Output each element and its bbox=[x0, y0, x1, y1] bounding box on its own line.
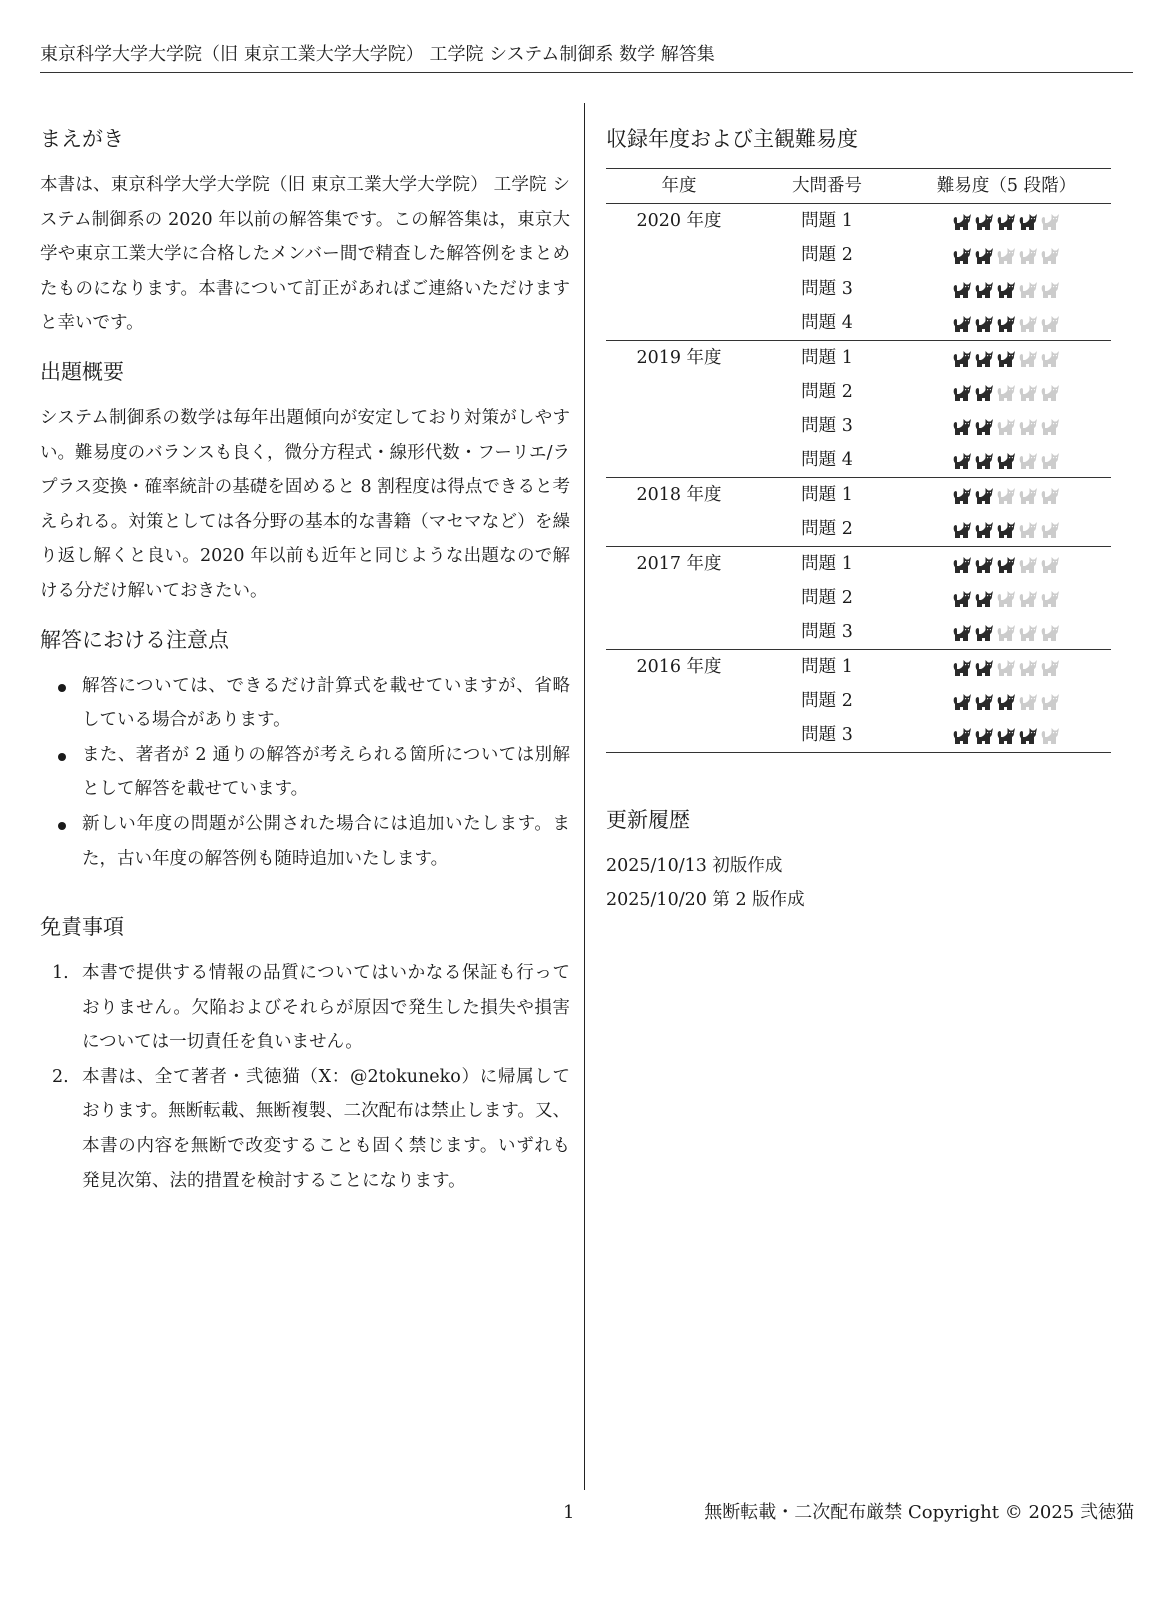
question-cell: 問題 4 bbox=[801, 450, 853, 470]
cat-icon-empty bbox=[1019, 556, 1039, 574]
cat-icon-empty bbox=[1019, 315, 1039, 333]
cat-icon-empty bbox=[1041, 213, 1061, 231]
rating-3-of-5 bbox=[953, 556, 1061, 574]
cat-icon-filled bbox=[975, 384, 995, 402]
difficulty-table bbox=[606, 168, 1111, 753]
cat-icon-filled bbox=[997, 213, 1017, 231]
rating-4-of-5 bbox=[953, 727, 1061, 745]
difficulty-cell bbox=[902, 512, 1111, 547]
disclaimer-heading: 免責事項 bbox=[40, 915, 124, 940]
difficulty-cell bbox=[902, 238, 1111, 272]
cat-icon-empty bbox=[1041, 350, 1061, 368]
cat-icon-empty bbox=[997, 624, 1017, 642]
table-row bbox=[606, 547, 1111, 582]
year-cell bbox=[606, 684, 752, 718]
cat-icon-filled bbox=[975, 556, 995, 574]
year-group bbox=[606, 341, 1111, 478]
difficulty-cell bbox=[902, 581, 1111, 615]
cat-icon-filled bbox=[975, 659, 995, 677]
difficulty-cell bbox=[902, 409, 1111, 443]
rating-3-of-5 bbox=[953, 693, 1061, 711]
cat-icon-filled bbox=[953, 350, 973, 368]
question-cell: 問題 1 bbox=[801, 657, 853, 677]
bullet-icon bbox=[58, 684, 66, 692]
notes-section bbox=[40, 625, 570, 877]
list-number: 2. bbox=[52, 1066, 69, 1087]
difficulty-cell bbox=[902, 684, 1111, 718]
cat-icon-filled bbox=[997, 315, 1017, 333]
year-cell: 2018 年度 bbox=[636, 485, 722, 505]
disclaimer-list bbox=[40, 956, 570, 1198]
page-footer bbox=[0, 1498, 1166, 1528]
rating-2-of-5 bbox=[953, 487, 1061, 505]
year-cell bbox=[606, 272, 752, 306]
cat-icon-filled bbox=[975, 727, 995, 745]
column-header-year: 年度 bbox=[661, 176, 697, 196]
table-row bbox=[606, 409, 1111, 443]
rating-2-of-5 bbox=[953, 624, 1061, 642]
difficulty-cell bbox=[902, 547, 1111, 582]
table-row bbox=[606, 375, 1111, 409]
cat-icon-filled bbox=[975, 281, 995, 299]
list-number: 1. bbox=[52, 963, 69, 984]
difficulty-cell bbox=[902, 375, 1111, 409]
cat-icon-filled bbox=[953, 315, 973, 333]
difficulty-cell bbox=[902, 650, 1111, 685]
cat-icon-empty bbox=[1041, 521, 1061, 539]
difficulty-cell bbox=[902, 306, 1111, 341]
history-entry: 2025/10/20 第 2 版作成 bbox=[606, 890, 805, 910]
cat-icon-empty bbox=[1019, 521, 1039, 539]
year-cell: 2019 年度 bbox=[636, 348, 722, 368]
cat-icon-empty bbox=[1019, 281, 1039, 299]
list-item: また、著者が 2 通りの解答が考えられる箇所については別解として解答を載せています。 bbox=[40, 738, 570, 807]
cat-icon-filled bbox=[975, 624, 995, 642]
cat-icon-filled bbox=[975, 247, 995, 265]
year-group bbox=[606, 547, 1111, 650]
table-row bbox=[606, 650, 1111, 685]
table-row bbox=[606, 581, 1111, 615]
cat-icon-filled bbox=[997, 521, 1017, 539]
column-divider bbox=[584, 103, 585, 1490]
year-cell: 2016 年度 bbox=[636, 657, 722, 677]
cat-icon-filled bbox=[1019, 213, 1039, 231]
cat-icon-empty bbox=[1041, 281, 1061, 299]
cat-icon-filled bbox=[953, 247, 973, 265]
cat-icon-empty bbox=[1041, 727, 1061, 745]
rating-2-of-5 bbox=[953, 247, 1061, 265]
cat-icon-empty bbox=[997, 384, 1017, 402]
list-item: 解答については、できるだけ計算式を載せていますが、省略している場合があります。 bbox=[40, 669, 570, 738]
table-header-row bbox=[606, 169, 1111, 204]
cat-icon-filled bbox=[975, 487, 995, 505]
cat-icon-filled bbox=[953, 452, 973, 470]
cat-icon-filled bbox=[997, 556, 1017, 574]
year-group bbox=[606, 204, 1111, 341]
copyright-notice: 無断転載・二次配布厳禁 Copyright © 2025 弐徳猫 bbox=[704, 1502, 1134, 1523]
cat-icon-filled bbox=[975, 452, 995, 470]
cat-icon-filled bbox=[953, 384, 973, 402]
rating-3-of-5 bbox=[953, 521, 1061, 539]
year-cell bbox=[606, 581, 752, 615]
cat-icon-empty bbox=[1041, 384, 1061, 402]
cat-icon-filled bbox=[953, 693, 973, 711]
page-number: 1 bbox=[563, 1502, 575, 1523]
rating-3-of-5 bbox=[953, 350, 1061, 368]
cat-icon-empty bbox=[1041, 315, 1061, 333]
cat-icon-filled bbox=[975, 315, 995, 333]
cat-icon-filled bbox=[953, 590, 973, 608]
table-row bbox=[606, 512, 1111, 547]
table-row bbox=[606, 341, 1111, 376]
difficulty-cell bbox=[902, 443, 1111, 478]
history-entry: 2025/10/13 初版作成 bbox=[606, 856, 783, 876]
cat-icon-filled bbox=[997, 452, 1017, 470]
question-cell: 問題 1 bbox=[801, 485, 853, 505]
cat-icon-empty bbox=[1019, 590, 1039, 608]
question-cell: 問題 3 bbox=[801, 416, 853, 436]
rating-2-of-5 bbox=[953, 590, 1061, 608]
table-row bbox=[606, 238, 1111, 272]
cat-icon-filled bbox=[997, 727, 1017, 745]
cat-icon-empty bbox=[1041, 556, 1061, 574]
question-cell: 問題 2 bbox=[801, 245, 853, 265]
list-item: 2. 本書は、全て著者・弐徳猫（X：@2tokuneko）に帰属しております。無断転載、無断複製、二次配布は禁止します。又、本書の内容を無断で改変することも固く禁じます。いずれも発見次第、法的措置を検討することになります。 bbox=[40, 1060, 570, 1198]
rating-4-of-5 bbox=[953, 213, 1061, 231]
cat-icon-filled bbox=[953, 281, 973, 299]
question-cell: 問題 1 bbox=[801, 348, 853, 368]
year-group bbox=[606, 650, 1111, 753]
cat-icon-empty bbox=[1019, 418, 1039, 436]
rating-2-of-5 bbox=[953, 659, 1061, 677]
table-row bbox=[606, 718, 1111, 753]
cat-icon-filled bbox=[953, 624, 973, 642]
list-item: 1. 本書で提供する情報の品質についてはいかなる保証も行っておりません。欠陥およびそれらが原因で発生した損失や損害については一切責任を負いません。 bbox=[40, 956, 570, 1060]
cat-icon-empty bbox=[1019, 452, 1039, 470]
difficulty-cell bbox=[902, 718, 1111, 753]
left-column bbox=[40, 124, 570, 1214]
cat-icon-empty bbox=[1041, 418, 1061, 436]
question-cell: 問題 3 bbox=[801, 725, 853, 745]
table-row bbox=[606, 684, 1111, 718]
difficulty-heading: 収録年度および主観難易度 bbox=[606, 127, 858, 151]
preface-section bbox=[40, 124, 570, 341]
question-cell: 問題 3 bbox=[801, 622, 853, 642]
year-cell: 2020 年度 bbox=[636, 211, 722, 231]
table-row bbox=[606, 443, 1111, 478]
cat-icon-empty bbox=[1041, 624, 1061, 642]
year-cell bbox=[606, 512, 752, 547]
rating-3-of-5 bbox=[953, 452, 1061, 470]
difficulty-cell bbox=[902, 272, 1111, 306]
cat-icon-empty bbox=[1041, 452, 1061, 470]
year-cell bbox=[606, 718, 752, 753]
notes-list bbox=[40, 669, 570, 877]
rating-3-of-5 bbox=[953, 315, 1061, 333]
history-section bbox=[606, 805, 1133, 917]
year-cell bbox=[606, 238, 752, 272]
question-cell: 問題 4 bbox=[801, 313, 853, 333]
disclaimer-section bbox=[40, 912, 570, 1198]
bullet-icon bbox=[58, 822, 66, 830]
question-cell: 問題 1 bbox=[801, 554, 853, 574]
cat-icon-empty bbox=[1041, 247, 1061, 265]
year-cell bbox=[606, 409, 752, 443]
cat-icon-filled bbox=[975, 693, 995, 711]
table-row bbox=[606, 204, 1111, 239]
cat-icon-filled bbox=[975, 418, 995, 436]
cat-icon-filled bbox=[953, 556, 973, 574]
cat-icon-filled bbox=[975, 350, 995, 368]
table-row bbox=[606, 272, 1111, 306]
right-column bbox=[606, 124, 1133, 917]
cat-icon-empty bbox=[997, 659, 1017, 677]
column-header-question: 大問番号 bbox=[792, 176, 862, 196]
question-cell: 問題 2 bbox=[801, 382, 853, 402]
cat-icon-filled bbox=[975, 590, 995, 608]
column-header-difficulty: 難易度（5 段階） bbox=[936, 176, 1077, 196]
overview-body: システム制御系の数学は毎年出題傾向が安定しており対策がしやすい。難易度のバランスも良く，微分方程式・線形代数・フーリエ/ラプラス変換・確率統計の基礎を固めると 8 割程度は得点できると考えられる。対策としては各分野の基本的な書籍（マセマなど）を繰り返し解くと良い。2020 年以前も近年と同じような出題なので解ける分だけ解いておきたい。 bbox=[40, 407, 570, 601]
year-cell: 2017 年度 bbox=[636, 554, 722, 574]
cat-icon-empty bbox=[1019, 659, 1039, 677]
cat-icon-empty bbox=[1041, 693, 1061, 711]
overview-heading: 出題概要 bbox=[40, 359, 124, 384]
question-cell: 問題 2 bbox=[801, 588, 853, 608]
cat-icon-empty bbox=[997, 418, 1017, 436]
year-cell bbox=[606, 615, 752, 650]
difficulty-cell bbox=[902, 341, 1111, 376]
list-item: 新しい年度の問題が公開された場合には追加いたします。また，古い年度の解答例も随時追加いたします。 bbox=[40, 807, 570, 876]
cat-icon-empty bbox=[997, 487, 1017, 505]
table-row bbox=[606, 615, 1111, 650]
table-row bbox=[606, 306, 1111, 341]
question-cell: 問題 1 bbox=[801, 211, 853, 231]
cat-icon-empty bbox=[1019, 384, 1039, 402]
cat-icon-filled bbox=[997, 350, 1017, 368]
cat-icon-filled bbox=[997, 281, 1017, 299]
cat-icon-filled bbox=[975, 213, 995, 231]
cat-icon-filled bbox=[953, 213, 973, 231]
question-cell: 問題 2 bbox=[801, 519, 853, 539]
cat-icon-empty bbox=[1041, 590, 1061, 608]
cat-icon-filled bbox=[953, 418, 973, 436]
cat-icon-filled bbox=[953, 487, 973, 505]
question-cell: 問題 3 bbox=[801, 279, 853, 299]
rating-2-of-5 bbox=[953, 418, 1061, 436]
cat-icon-filled bbox=[953, 727, 973, 745]
year-cell bbox=[606, 306, 752, 341]
cat-icon-empty bbox=[1019, 693, 1039, 711]
rating-3-of-5 bbox=[953, 281, 1061, 299]
difficulty-cell bbox=[902, 204, 1111, 239]
cat-icon-filled bbox=[997, 693, 1017, 711]
cat-icon-filled bbox=[975, 521, 995, 539]
cat-icon-empty bbox=[1041, 659, 1061, 677]
running-header: 東京科学大学大学院（旧 東京工業大学大学院） 工学院 システム制御系 数学 解答集 bbox=[40, 42, 1133, 73]
cat-icon-empty bbox=[1019, 247, 1039, 265]
year-cell bbox=[606, 443, 752, 478]
cat-icon-empty bbox=[1019, 624, 1039, 642]
overview-section bbox=[40, 357, 570, 609]
year-cell bbox=[606, 375, 752, 409]
notes-heading: 解答における注意点 bbox=[40, 627, 229, 652]
difficulty-cell bbox=[902, 615, 1111, 650]
cat-icon-empty bbox=[997, 590, 1017, 608]
cat-icon-filled bbox=[953, 659, 973, 677]
question-cell: 問題 2 bbox=[801, 691, 853, 711]
preface-body: 本書は、東京科学大学大学院（旧 東京工業大学大学院） 工学院 システム制御系の 2020 年以前の解答集です。この解答集は，東京大学や東京工業大学に合格したメンバー間で精査した解答例をまとめたものになります。本書について訂正があればご連絡いただけますと幸いです。 bbox=[40, 175, 570, 334]
table-row bbox=[606, 478, 1111, 513]
difficulty-cell bbox=[902, 478, 1111, 513]
year-group bbox=[606, 478, 1111, 547]
cat-icon-filled bbox=[953, 521, 973, 539]
cat-icon-empty bbox=[1019, 350, 1039, 368]
cat-icon-empty bbox=[1019, 487, 1039, 505]
cat-icon-empty bbox=[997, 247, 1017, 265]
history-heading: 更新履歴 bbox=[606, 808, 690, 832]
rating-2-of-5 bbox=[953, 384, 1061, 402]
cat-icon-empty bbox=[1041, 487, 1061, 505]
bullet-icon bbox=[58, 753, 66, 761]
cat-icon-filled bbox=[1019, 727, 1039, 745]
preface-heading: まえがき bbox=[40, 127, 124, 151]
